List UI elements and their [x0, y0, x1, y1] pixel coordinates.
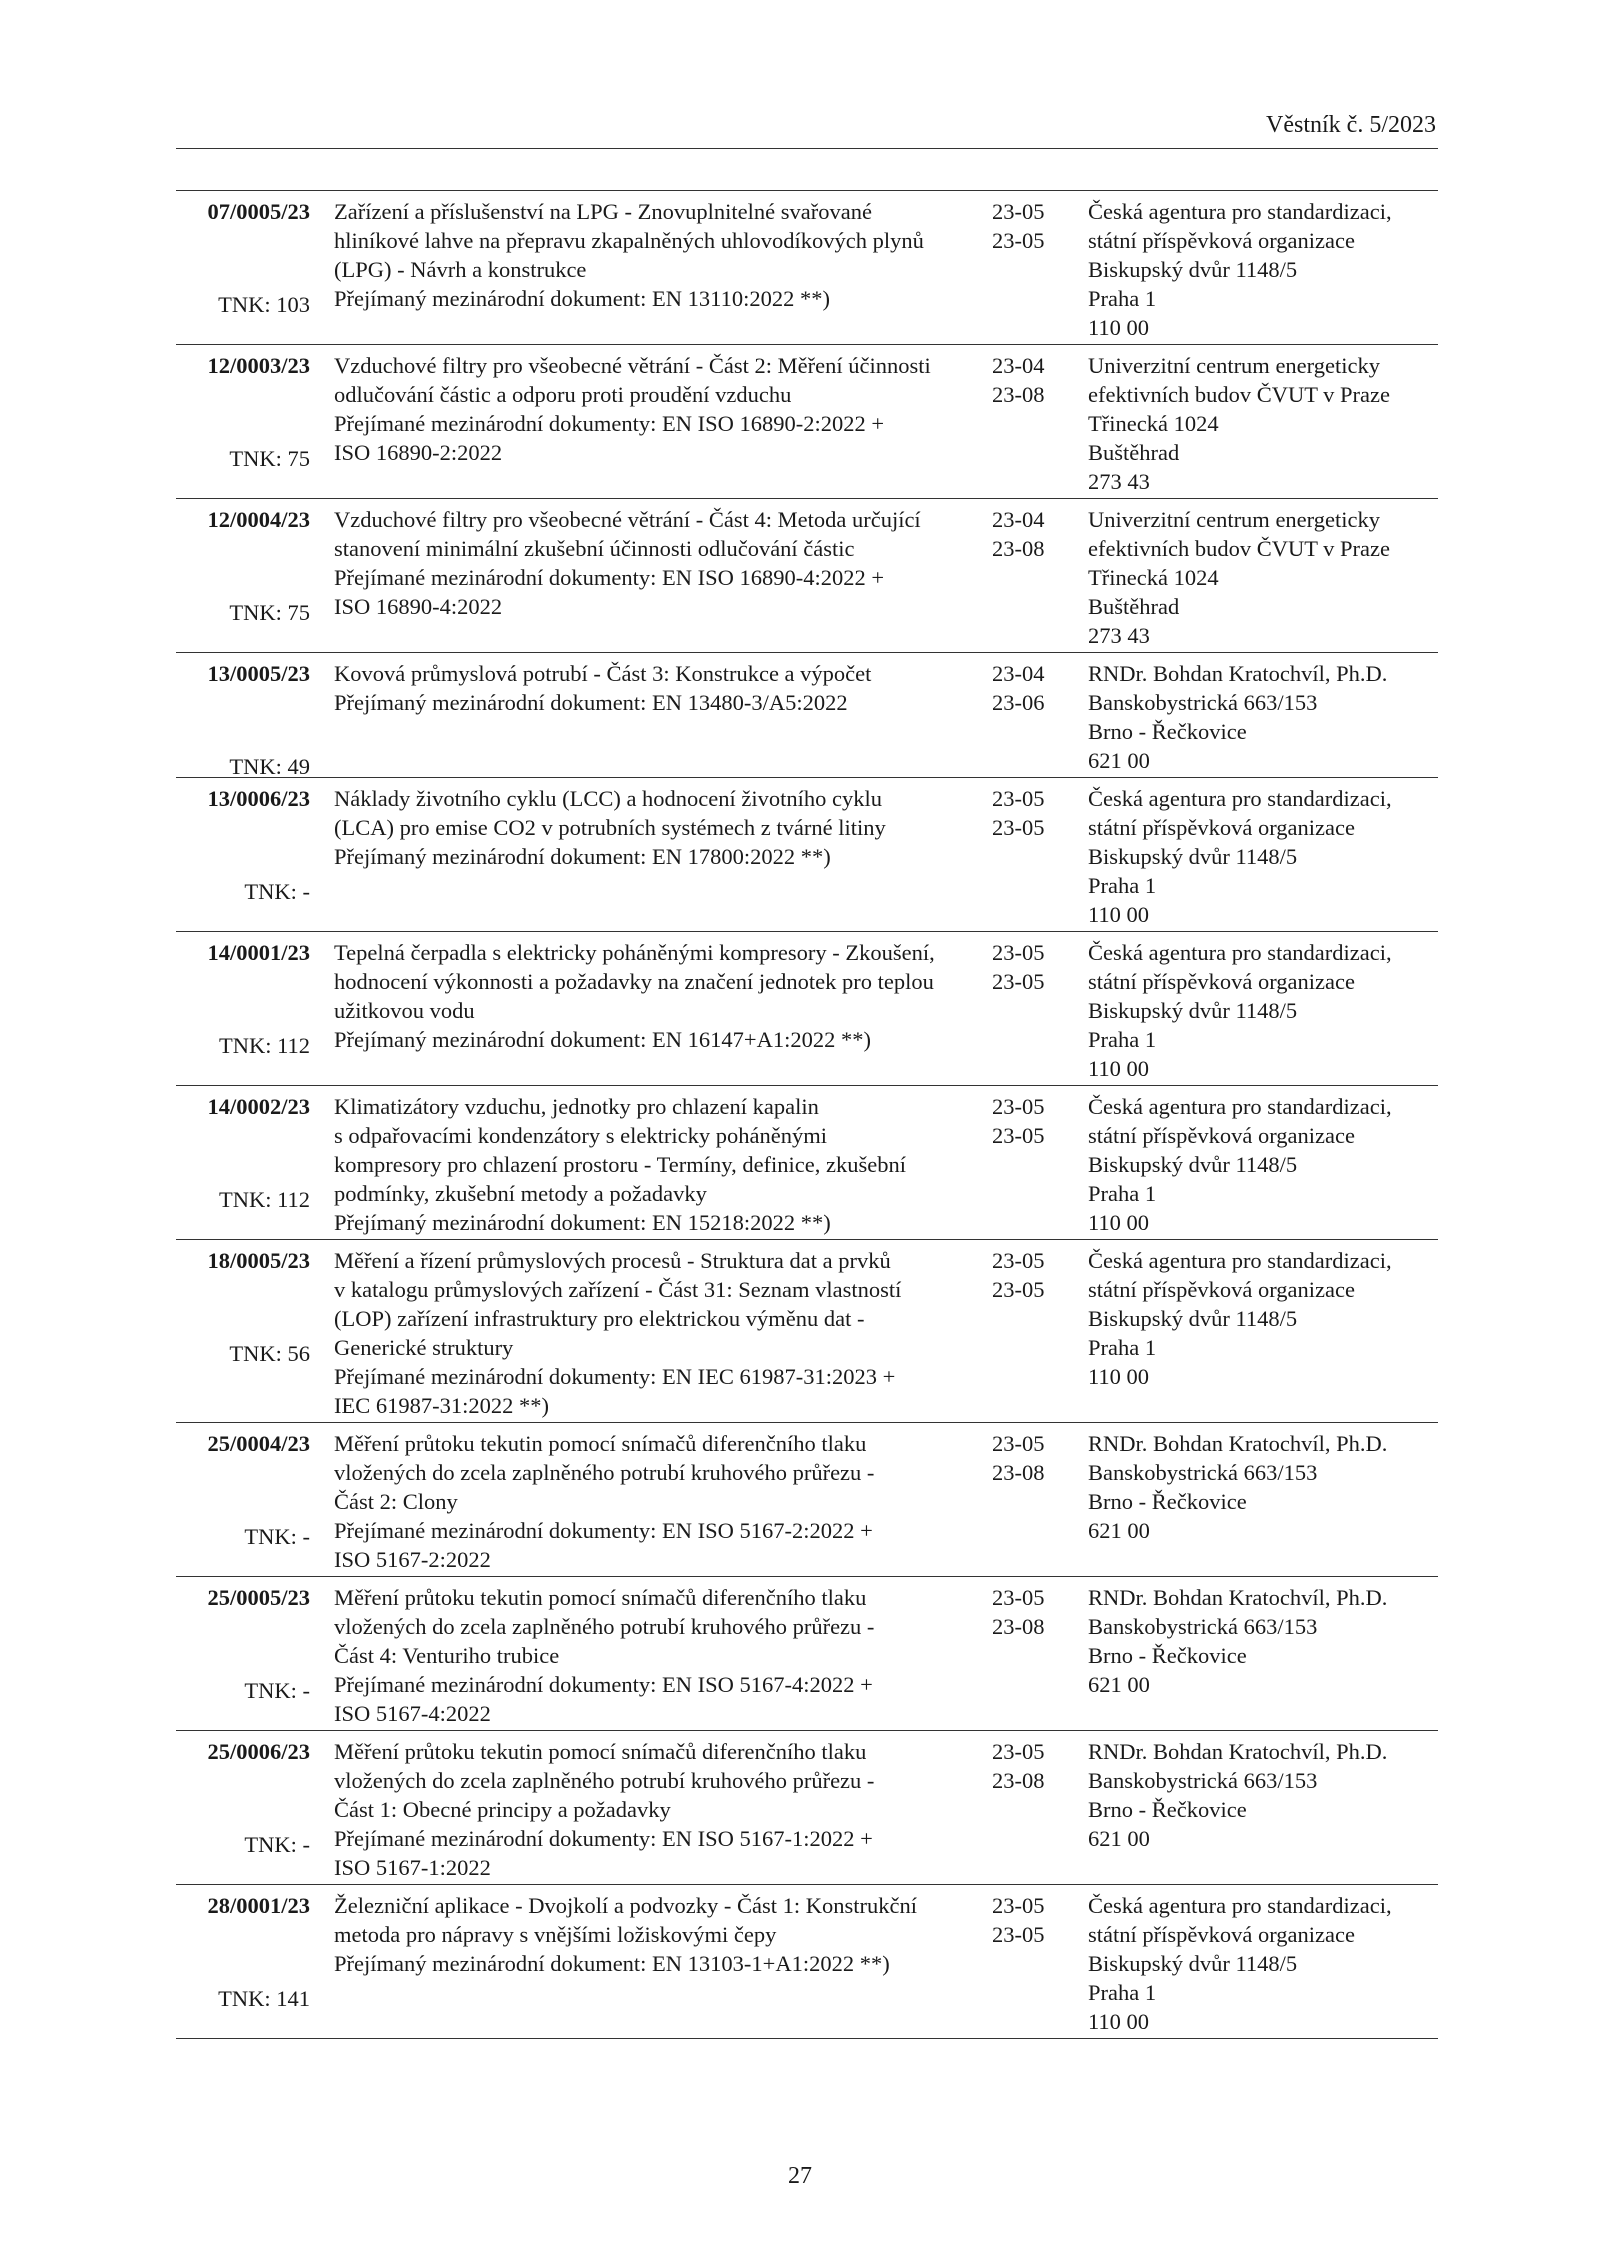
title-cell	[334, 659, 994, 775]
org-line: Praha 1	[1088, 1335, 1157, 1360]
title-line: Tepelná čerpadla s elektricky poháněnými kompresory - Zkoušení,	[334, 940, 935, 965]
date-line: 23-04	[992, 507, 1045, 532]
tnk-label: TNK: -	[244, 1524, 310, 1549]
org-line: Praha 1	[1088, 286, 1157, 311]
title-line: Část 2: Clony	[334, 1489, 458, 1514]
org-line: Banskobystrická 663/153	[1088, 1614, 1318, 1639]
title-line: Přejímané mezinárodní dokumenty: EN ISO 16890-4:2022 +	[334, 565, 885, 590]
tnk-label: TNK: 49	[229, 754, 310, 779]
code-cell	[176, 659, 310, 779]
standard-code: 13/0006/23	[207, 786, 310, 811]
org-line: RNDr. Bohdan Kratochvíl, Ph.D.	[1088, 661, 1388, 686]
org-line: Třinecká 1024	[1088, 565, 1219, 590]
org-line: Česká agentura pro standardizaci,	[1088, 1094, 1392, 1119]
title-line: Zařízení a příslušenství na LPG - Znovuplnitelné svařované	[334, 199, 872, 224]
title-line: užitkovou vodu	[334, 998, 475, 1023]
org-line: RNDr. Bohdan Kratochvíl, Ph.D.	[1088, 1585, 1388, 1610]
org-line: Praha 1	[1088, 1181, 1157, 1206]
org-line: efektivních budov ČVUT v Praze	[1088, 536, 1391, 561]
tnk-label: TNK: 112	[218, 1187, 310, 1212]
table-row	[176, 1086, 1438, 1240]
date-cell	[992, 1246, 1052, 1420]
date-cell	[992, 351, 1052, 496]
title-line: Přejímaný mezinárodní dokument: EN 13103-1+A1:2022 **)	[334, 1951, 890, 1976]
tnk-label: TNK: 75	[229, 600, 310, 625]
tnk-label: TNK: -	[244, 879, 310, 904]
date-cell	[992, 505, 1052, 650]
tnk-label: TNK: 103	[218, 292, 310, 317]
date-line: 23-08	[992, 1614, 1045, 1639]
date-line: 23-05	[992, 969, 1045, 994]
org-line: Banskobystrická 663/153	[1088, 1460, 1318, 1485]
date-line: 23-04	[992, 661, 1045, 686]
org-line: státní příspěvková organizace	[1088, 1277, 1355, 1302]
title-line: Část 1: Obecné principy a požadavky	[334, 1797, 671, 1822]
date-cell	[992, 784, 1052, 929]
title-line: ISO 5167-2:2022	[334, 1547, 491, 1572]
page-number: 27	[788, 2163, 812, 2189]
title-line: stanovení minimální zkušební účinnosti odlučování částic	[334, 536, 855, 561]
org-cell	[1088, 1891, 1392, 2036]
standard-code: 13/0005/23	[207, 661, 310, 686]
org-line: Česká agentura pro standardizaci,	[1088, 199, 1392, 224]
title-cell	[334, 197, 994, 342]
standard-code: 12/0004/23	[207, 507, 310, 532]
title-line: Železniční aplikace - Dvojkolí a podvozky - Část 1: Konstrukční	[334, 1893, 917, 1918]
code-cell	[176, 351, 310, 496]
title-cell	[334, 1737, 994, 1882]
org-line: 110 00	[1088, 315, 1150, 340]
org-line: 621 00	[1088, 1826, 1150, 1851]
org-line: 621 00	[1088, 1518, 1150, 1543]
table-row	[176, 1240, 1438, 1423]
title-line: ISO 16890-2:2022	[334, 440, 503, 465]
date-line: 23-05	[992, 1893, 1045, 1918]
date-cell	[992, 938, 1052, 1083]
title-line: Vzduchové filtry pro všeobecné větrání - Část 4: Metoda určující	[334, 507, 921, 532]
org-cell	[1088, 197, 1392, 342]
org-line: Brno - Řečkovice	[1088, 719, 1247, 744]
title-line: Přejímané mezinárodní dokumenty: EN ISO 16890-2:2022 +	[334, 411, 885, 436]
table-row	[176, 778, 1438, 932]
code-cell	[176, 1583, 310, 1728]
org-line: RNDr. Bohdan Kratochvíl, Ph.D.	[1088, 1431, 1388, 1456]
org-line: Banskobystrická 663/153	[1088, 1768, 1318, 1793]
date-cell	[992, 659, 1052, 775]
org-line: Biskupský dvůr 1148/5	[1088, 1306, 1298, 1331]
title-line: Přejímaný mezinárodní dokument: EN 13110:2022 **)	[334, 286, 830, 311]
date-line: 23-05	[992, 1585, 1045, 1610]
org-cell	[1088, 784, 1392, 929]
org-cell	[1088, 659, 1387, 775]
title-line: vložených do zcela zaplněného potrubí kruhového průřezu -	[334, 1460, 875, 1485]
title-line: Klimatizátory vzduchu, jednotky pro chlazení kapalin	[334, 1094, 819, 1119]
title-line: Kovová průmyslová potrubí - Část 3: Konstrukce a výpočet	[334, 661, 872, 686]
org-line: Biskupský dvůr 1148/5	[1088, 1152, 1298, 1177]
org-line: Biskupský dvůr 1148/5	[1088, 844, 1298, 869]
tnk-label: TNK: 75	[229, 446, 310, 471]
date-cell	[992, 1891, 1052, 2036]
date-line: 23-05	[992, 1248, 1045, 1273]
date-cell	[992, 1737, 1052, 1882]
title-line: (LOP) zařízení infrastruktury pro elektrickou výměnu dat -	[334, 1306, 865, 1331]
code-cell	[176, 1429, 310, 1574]
org-line: státní příspěvková organizace	[1088, 228, 1355, 253]
org-cell	[1088, 1246, 1392, 1420]
title-line: Přejímané mezinárodní dokumenty: EN ISO 5167-1:2022 +	[334, 1826, 873, 1851]
org-line: 110 00	[1088, 2009, 1150, 2034]
date-cell	[992, 1092, 1052, 1237]
title-line: Generické struktury	[334, 1335, 514, 1360]
org-cell	[1088, 1583, 1387, 1728]
code-cell	[176, 505, 310, 650]
table-row	[176, 1577, 1438, 1731]
title-cell	[334, 938, 994, 1083]
table-row	[176, 345, 1438, 499]
title-cell	[334, 1246, 994, 1420]
code-cell	[176, 1246, 310, 1420]
title-line: vložených do zcela zaplněného potrubí kruhového průřezu -	[334, 1614, 875, 1639]
org-line: státní příspěvková organizace	[1088, 815, 1355, 840]
date-line: 23-05	[992, 786, 1045, 811]
org-line: Praha 1	[1088, 1027, 1157, 1052]
table-row	[176, 191, 1438, 345]
table-row	[176, 1731, 1438, 1885]
org-line: Třinecká 1024	[1088, 411, 1219, 436]
date-cell	[992, 1583, 1052, 1728]
tnk-label: TNK: 56	[229, 1341, 310, 1366]
org-line: Praha 1	[1088, 1980, 1157, 2005]
date-line: 23-06	[992, 690, 1045, 715]
table-row	[176, 1885, 1438, 2039]
title-line: Přejímané mezinárodní dokumenty: EN ISO 5167-2:2022 +	[334, 1518, 873, 1543]
title-cell	[334, 351, 994, 496]
title-line: Měření průtoku tekutin pomocí snímačů diferenčního tlaku	[334, 1739, 867, 1764]
title-line: Vzduchové filtry pro všeobecné větrání - Část 2: Měření účinnosti	[334, 353, 931, 378]
date-line: 23-05	[992, 1123, 1045, 1148]
table-row	[176, 653, 1438, 778]
title-line: Náklady životního cyklu (LCC) a hodnocení životního cyklu	[334, 786, 883, 811]
title-line: ISO 5167-1:2022	[334, 1855, 491, 1880]
title-line: Měření průtoku tekutin pomocí snímačů diferenčního tlaku	[334, 1585, 867, 1610]
org-line: RNDr. Bohdan Kratochvíl, Ph.D.	[1088, 1739, 1388, 1764]
org-line: Univerzitní centrum energeticky	[1088, 507, 1380, 532]
title-line: (LCA) pro emise CO2 v potrubních systémech z tvárné litiny	[334, 815, 886, 840]
date-line: 23-08	[992, 1768, 1045, 1793]
table-row	[176, 1423, 1438, 1577]
standard-code: 18/0005/23	[207, 1248, 310, 1273]
title-line: s odpařovacími kondenzátory s elektricky poháněnými	[334, 1123, 827, 1148]
org-line: Česká agentura pro standardizaci,	[1088, 1893, 1392, 1918]
table-row	[176, 499, 1438, 653]
title-line: v katalogu průmyslových zařízení - Část 31: Seznam vlastností	[334, 1277, 902, 1302]
code-cell	[176, 1737, 310, 1882]
date-line: 23-05	[992, 228, 1045, 253]
title-line: metoda pro nápravy s vnějšími ložiskovými čepy	[334, 1922, 777, 1947]
date-line: 23-08	[992, 1460, 1045, 1485]
tnk-label: TNK: -	[244, 1832, 310, 1857]
date-line: 23-05	[992, 1094, 1045, 1119]
title-line: Měření průtoku tekutin pomocí snímačů diferenčního tlaku	[334, 1431, 867, 1456]
org-line: Praha 1	[1088, 873, 1157, 898]
org-line: Biskupský dvůr 1148/5	[1088, 257, 1298, 282]
title-cell	[334, 1092, 994, 1237]
title-cell	[334, 1583, 994, 1728]
title-cell	[334, 784, 994, 929]
table-row	[176, 932, 1438, 1086]
title-line: Přejímaný mezinárodní dokument: EN 17800:2022 **)	[334, 844, 831, 869]
title-line: (LPG) - Návrh a konstrukce	[334, 257, 587, 282]
title-line: podmínky, zkušební metody a požadavky	[334, 1181, 707, 1206]
org-cell	[1088, 351, 1390, 496]
org-line: Brno - Řečkovice	[1088, 1797, 1247, 1822]
org-cell	[1088, 505, 1390, 650]
org-cell	[1088, 938, 1392, 1083]
org-line: Brno - Řečkovice	[1088, 1643, 1247, 1668]
date-line: 23-04	[992, 353, 1045, 378]
org-line: 273 43	[1088, 469, 1150, 494]
org-line: Buštěhrad	[1088, 594, 1180, 619]
title-line: Přejímané mezinárodní dokumenty: EN ISO 5167-4:2022 +	[334, 1672, 873, 1697]
code-cell	[176, 784, 310, 929]
standard-code: 25/0006/23	[207, 1739, 310, 1764]
code-cell	[176, 197, 310, 342]
code-cell	[176, 1891, 310, 2036]
title-line: hliníkové lahve na přepravu zkapalněných uhlovodíkových plynů	[334, 228, 924, 253]
org-line: efektivních budov ČVUT v Praze	[1088, 382, 1391, 407]
standard-code: 25/0005/23	[207, 1585, 310, 1610]
title-line: Přejímaný mezinárodní dokument: EN 16147+A1:2022 **)	[334, 1027, 871, 1052]
org-line: 110 00	[1088, 902, 1150, 927]
org-line: 621 00	[1088, 748, 1150, 773]
title-line: odlučování částic a odporu proti proudění vzduchu	[334, 382, 792, 407]
page-header	[176, 112, 1438, 149]
org-line: 110 00	[1088, 1210, 1150, 1235]
org-line: Buštěhrad	[1088, 440, 1180, 465]
standard-code: 07/0005/23	[207, 199, 310, 224]
org-line: Univerzitní centrum energeticky	[1088, 353, 1380, 378]
date-line: 23-08	[992, 536, 1045, 561]
title-line: hodnocení výkonnosti a požadavky na značení jednotek pro teplou	[334, 969, 934, 994]
date-line: 23-05	[992, 199, 1045, 224]
date-line: 23-05	[992, 815, 1045, 840]
title-line: Přejímaný mezinárodní dokument: EN 15218:2022 **)	[334, 1210, 831, 1235]
title-line: kompresory pro chlazení prostoru - Termíny, definice, zkušební	[334, 1152, 907, 1177]
title-line: ISO 16890-4:2022	[334, 594, 503, 619]
code-cell	[176, 1092, 310, 1237]
date-line: 23-05	[992, 1431, 1045, 1456]
org-line: 110 00	[1088, 1056, 1150, 1081]
title-line: Část 4: Venturiho trubice	[334, 1643, 560, 1668]
standards-table	[176, 190, 1438, 2039]
title-line: ISO 5167-4:2022	[334, 1701, 491, 1726]
org-line: Biskupský dvůr 1148/5	[1088, 1951, 1298, 1976]
org-line: 110 00	[1088, 1364, 1150, 1389]
standard-code: 12/0003/23	[207, 353, 310, 378]
org-line: Brno - Řečkovice	[1088, 1489, 1247, 1514]
title-line: vložených do zcela zaplněného potrubí kruhového průřezu -	[334, 1768, 875, 1793]
org-line: Biskupský dvůr 1148/5	[1088, 998, 1298, 1023]
org-line: 621 00	[1088, 1672, 1150, 1697]
org-line: Česká agentura pro standardizaci,	[1088, 940, 1392, 965]
org-line: státní příspěvková organizace	[1088, 1922, 1355, 1947]
date-line: 23-05	[992, 940, 1045, 965]
title-cell	[334, 1891, 994, 2036]
standard-code: 25/0004/23	[207, 1431, 310, 1456]
date-line: 23-05	[992, 1922, 1045, 1947]
title-line: IEC 61987-31:2022 **)	[334, 1393, 549, 1418]
org-line: 273 43	[1088, 623, 1150, 648]
org-cell	[1088, 1737, 1387, 1882]
standard-code: 14/0001/23	[207, 940, 310, 965]
title-cell	[334, 505, 994, 650]
date-line: 23-08	[992, 382, 1045, 407]
title-line: Přejímané mezinárodní dokumenty: EN IEC 61987-31:2023 +	[334, 1364, 896, 1389]
org-line: Česká agentura pro standardizaci,	[1088, 1248, 1392, 1273]
org-cell	[1088, 1092, 1392, 1237]
code-cell	[176, 938, 310, 1083]
title-line: Měření a řízení průmyslových procesů - Struktura dat a prvků	[334, 1248, 891, 1273]
journal-title: Věstník č. 5/2023	[1266, 112, 1436, 138]
date-cell	[992, 197, 1052, 342]
tnk-label: TNK: 141	[218, 1986, 310, 2011]
standard-code: 14/0002/23	[207, 1094, 310, 1119]
tnk-label: TNK: 112	[218, 1033, 310, 1058]
title-cell	[334, 1429, 994, 1574]
date-line: 23-05	[992, 1277, 1045, 1302]
org-line: Banskobystrická 663/153	[1088, 690, 1318, 715]
date-line: 23-05	[992, 1739, 1045, 1764]
tnk-label: TNK: -	[244, 1678, 310, 1703]
org-cell	[1088, 1429, 1387, 1574]
org-line: státní příspěvková organizace	[1088, 1123, 1355, 1148]
org-line: Česká agentura pro standardizaci,	[1088, 786, 1392, 811]
standard-code: 28/0001/23	[207, 1893, 310, 1918]
title-line: Přejímaný mezinárodní dokument: EN 13480-3/A5:2022	[334, 690, 848, 715]
org-line: státní příspěvková organizace	[1088, 969, 1355, 994]
date-cell	[992, 1429, 1052, 1574]
